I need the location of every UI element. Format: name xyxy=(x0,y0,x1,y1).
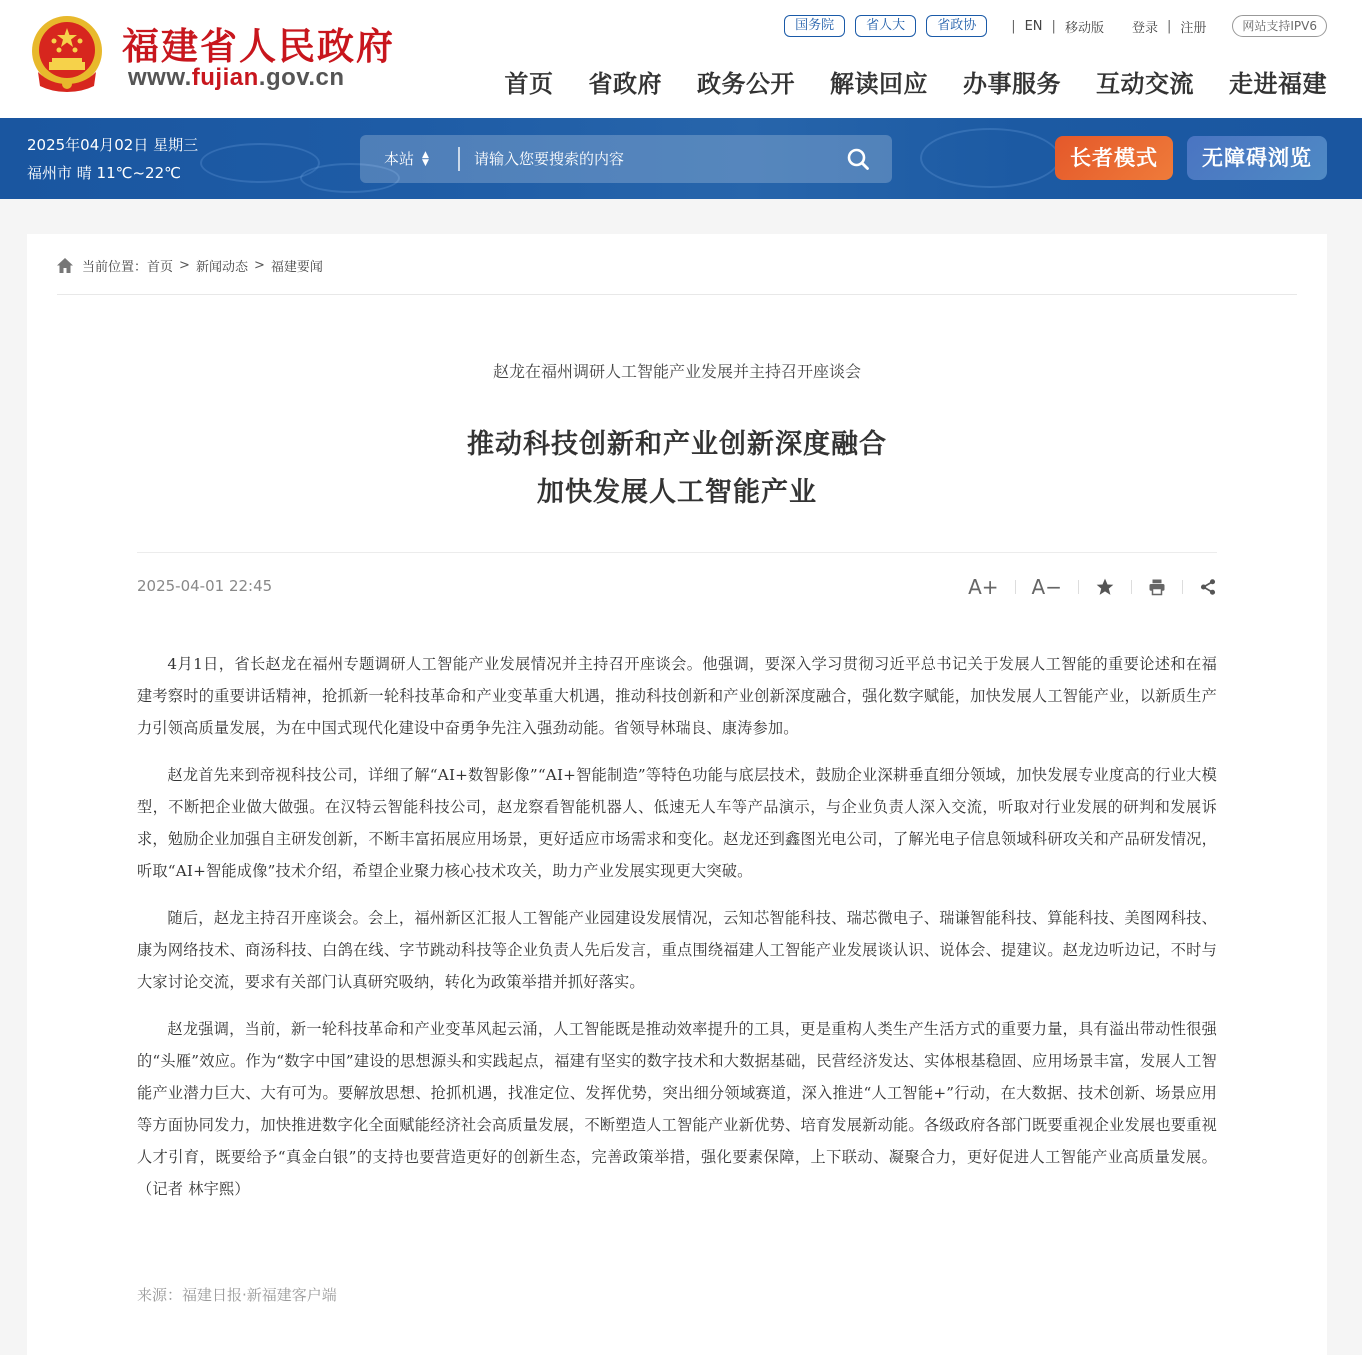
article-subtitle: 赵龙在福州调研人工智能产业发展并主持召开座谈会 xyxy=(492,362,861,381)
article-source: 来源：福建日报·新福建客户端 xyxy=(137,1286,337,1304)
breadcrumb-news[interactable]: 新闻动态 xyxy=(195,260,248,275)
banner-bar xyxy=(0,118,1362,199)
article-title xyxy=(27,421,1327,517)
article-title-line: 推动科技创新和产业创新深度融合 xyxy=(467,429,887,460)
article-paragraph: 4月1日，省长赵龙在福州专题调研人工智能产业发展情况并主持召开座谈会。他强调，要深入学习贯彻习近平总书记关于发展人工智能的重要论述和在福建考察时的重要讲话精神，抢抓新一轮科技革命和产业变革重大机遇，推动科技创新和产业创新深度融合，强化数字赋能，加快发展人工智能产业，以新质生产力引领高质量发展，为在中国式现代化建设中奋勇争先注入强劲动能。省领导林瑞良、康涛参加。 xyxy=(137,655,1217,737)
nav-about-fujian[interactable]: 走进福建 xyxy=(1229,70,1327,98)
breadcrumb-home[interactable]: 首页 xyxy=(147,260,174,275)
elder-mode-button[interactable]: 长者模式 xyxy=(1055,136,1173,180)
top-links xyxy=(784,14,1327,38)
divider xyxy=(1015,580,1016,594)
home-icon xyxy=(57,258,73,273)
nav-provincial-gov[interactable]: 省政府 xyxy=(588,70,662,98)
search-icon[interactable] xyxy=(846,147,870,171)
site-header xyxy=(0,0,1362,118)
search-input[interactable] xyxy=(474,135,834,183)
font-decrease-icon[interactable]: A− xyxy=(1031,575,1062,599)
nav-services[interactable]: 办事服务 xyxy=(963,70,1061,98)
accessibility-button[interactable]: 无障碍浏览 xyxy=(1187,136,1327,180)
site-name[interactable]: 福建省人民政府 xyxy=(122,24,395,68)
breadcrumb-fujian-news[interactable]: 福建要闻 xyxy=(270,260,323,275)
divider xyxy=(1078,580,1079,594)
publish-time: 2025-04-01 22:45 xyxy=(137,577,273,595)
main-nav xyxy=(505,64,1328,99)
link-login[interactable]: 登录 xyxy=(1131,20,1158,36)
search-scope-label: 本站 xyxy=(384,150,415,168)
breadcrumb-prefix: 当前位置： xyxy=(82,260,148,275)
search-scope-select[interactable] xyxy=(384,148,429,169)
site-url-suffix: .gov.cn xyxy=(258,64,345,91)
divider xyxy=(137,552,1217,553)
breadcrumb xyxy=(57,256,323,275)
article-body xyxy=(137,648,1217,1220)
article-tools xyxy=(968,572,1217,602)
site-url-prefix: www. xyxy=(128,64,192,91)
banner-decoration xyxy=(920,128,1060,188)
divider: | xyxy=(1011,18,1016,34)
weather-info: 福州市 晴 11℃~22℃ xyxy=(27,164,181,182)
divider: | xyxy=(1051,18,1056,34)
national-emblem-logo[interactable] xyxy=(30,14,104,94)
nav-gov-affairs[interactable]: 政务公开 xyxy=(697,70,795,98)
article-paragraph: 赵龙首先来到帝视科技公司，详细了解“AI+数智影像”“AI+智能制造”等特色功能与底层技术，鼓励企业深耕垂直细分领域，加快发展专业度高的行业大模型，不断把企业做大做强。在汉特云智能科技公司，赵龙察看智能机器人、低速无人车等产品演示，与企业负责人深入交流，听取对行业发展的研判和发展诉求，勉励企业加强自主研发创新，不断丰富拓展应用场景，更好适应市场需求和变化。赵龙还到鑫图光电公司，了解光电子信息领域科研攻关和产品研发情况，听取“AI+智能成像”技术介绍，希望企业聚力核心技术攻关，助力产业发展实现更大突破。 xyxy=(137,766,1217,880)
star-icon[interactable] xyxy=(1095,577,1115,597)
nav-home[interactable]: 首页 xyxy=(504,70,554,98)
divider xyxy=(57,294,1297,295)
divider xyxy=(1182,580,1183,594)
site-url-domain: fujian xyxy=(191,64,259,91)
link-provincial-congress[interactable]: 省人大 xyxy=(855,15,916,37)
link-cppcc[interactable]: 省政协 xyxy=(926,15,987,37)
search-box xyxy=(360,135,892,183)
breadcrumb-separator: > xyxy=(253,258,265,273)
divider: | xyxy=(1166,18,1172,34)
nav-interpretation[interactable]: 解读回应 xyxy=(830,70,928,98)
article-paragraph: 赵龙强调，当前，新一轮科技革命和产业变革风起云涌，人工智能既是推动效率提升的工具，更是重构人类生产生活方式的重要力量，具有溢出带动性很强的“头雁”效应。作为“数字中国”建设的思想源头和实践起点，福建有坚实的数字技术和大数据基础，民营经济发达、实体根基稳固、应用场景丰富，发展人工智能产业潜力巨大、大有可为。要解放思想、抢抓机遇，找准定位、发挥优势，突出细分领域赛道，深入推进“人工智能+”行动，在大数据、技术创新、场景应用等方面协同发力，加快推进数字化全面赋能经济社会高质量发展，不断塑造人工智能产业新优势、培育发展新动能。各级政府各部门既要重视企业发展也要重视人才引育，既要给予“真金白银”的支持也要营造更好的创新生态，完善政策举措，强化要素保障，上下联动、凝聚合力，更好促进人工智能产业高质量发展。（记者 林宇熙） xyxy=(137,1020,1217,1198)
current-date: 2025年04月02日 星期三 xyxy=(27,136,199,154)
print-icon[interactable] xyxy=(1148,578,1166,596)
link-register[interactable]: 注册 xyxy=(1180,20,1207,36)
article-title-line: 加快发展人工智能产业 xyxy=(537,477,817,508)
divider xyxy=(1131,580,1132,594)
font-increase-icon[interactable]: A+ xyxy=(968,575,999,599)
link-english[interactable]: EN xyxy=(1024,18,1043,34)
article-card xyxy=(27,234,1327,1355)
link-mobile[interactable]: 移动版 xyxy=(1064,20,1104,36)
nav-interaction[interactable]: 互动交流 xyxy=(1096,70,1194,98)
search-divider xyxy=(458,147,460,171)
article-paragraph: 随后，赵龙主持召开座谈会。会上，福州新区汇报人工智能产业园建设发展情况，云知芯智能科技、瑞芯微电子、瑞谦智能科技、算能科技、美图网科技、康为网络技术、商汤科技、白鸽在线、字节跳动科技等企业负责人先后发言，重点围绕福建人工智能产业发展谈认识、说体会、提建议。赵龙边听边记，不时与大家讨论交流，要求有关部门认真研究吸纳，转化为政策举措并抓好落实。 xyxy=(137,909,1217,991)
ipv6-badge: 网站支持IPV6 xyxy=(1232,15,1327,37)
sort-arrows-icon: ▲ ▼ xyxy=(422,149,429,168)
site-url[interactable] xyxy=(128,64,345,92)
link-state-council[interactable]: 国务院 xyxy=(784,15,845,37)
share-icon[interactable] xyxy=(1199,578,1217,596)
breadcrumb-separator: > xyxy=(179,258,190,273)
